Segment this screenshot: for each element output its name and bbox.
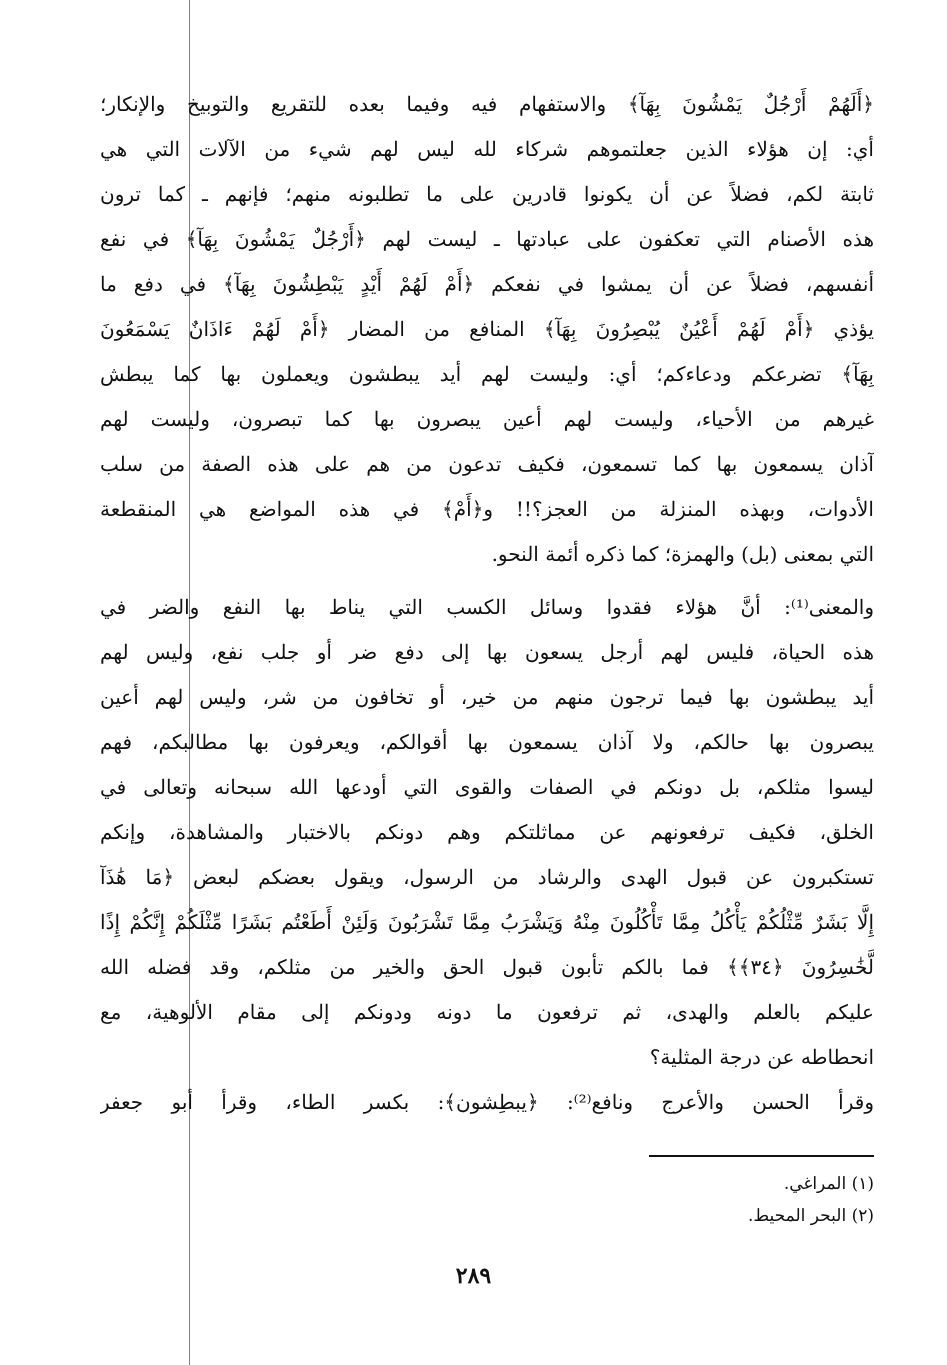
paragraph-2 bbox=[100, 585, 874, 1080]
footnote-separator bbox=[649, 1155, 874, 1157]
text-line: أي: إن هؤلاء الذين جعلتموهم شركاء لله ليس لهم شيء من الآلات التي هي bbox=[100, 137, 874, 161]
text-line: ليسوا مثلكم، بل دونكم في الصفات والقوى التي أودعها الله سبحانه وتعالى في bbox=[100, 775, 874, 799]
text-line: يبصرون بها حالكم، ولا آذان يسمعون بها أقوالكم، ويعرفون بها مطالبكم، فهم bbox=[100, 730, 874, 754]
text-line: غيرهم من الأحياء، وليست لهم أعين يبصرون بها كما تبصرون، وليست لهم bbox=[100, 407, 874, 431]
text-line: آذان يسمعون بها كما تسمعون، فكيف تدعون من هم على هذه الصفة من سلب bbox=[100, 452, 874, 476]
text-line: تستكبرون عن قبول الهدى والرشاد من الرسول، ويقول بعضكم لبعض ﴿مَا هَٰذَآ bbox=[100, 865, 874, 889]
text-line: ثابتة لكم، فضلاً عن أن يكونوا قادرين على ما تطلبونه منهم؛ فإنهم ـ كما ترون bbox=[100, 182, 874, 206]
paragraph-3 bbox=[100, 1080, 874, 1125]
footnote-item: (٢) البحر المحيط. bbox=[748, 1206, 874, 1226]
text-line: وقرأ الحسن والأعرج ونافع⁽²⁾: ﴿يبطِشون﴾: بكسر الطاء، وقرأ أبو جعفر bbox=[100, 1090, 874, 1114]
text-line: بِهَآ﴾ تضرعكم ودعاءكم؛ أي: وليست لهم أيد يبطشون ويعملون بها كما يبطش bbox=[100, 362, 874, 386]
page-number: ٢٨٩ bbox=[455, 1263, 492, 1289]
text-line: هذه الحياة، فليس لهم أرجل يسعون بها إلى دفع ضر أو جلب نفع، وليس لهم bbox=[100, 640, 874, 664]
text-line: الأدوات، وبهذه المنزلة من العجز؟!! و﴿أَمْ﴾ في هذه المواضع هي المنقطعة bbox=[100, 497, 874, 521]
text-line: يؤذي ﴿أَمْ لَهُمْ أَعْيُنٌ يُبْصِرُونَ بِهَآ﴾ المنافع من المضار ﴿أَمْ لَهُمْ ءَاذَانٌ يَسْمَعُونَ bbox=[100, 317, 874, 341]
text-line: لَّخَٰسِرُونَ ﴿٣٤﴾﴾ فما بالكم تأبون قبول الحق والخير من مثلكم، وقد فضله الله bbox=[100, 955, 874, 979]
footnotes bbox=[748, 1168, 874, 1232]
text-line: الخلق، فكيف ترفعونهم عن مماثلتكم وهم دونكم بالاختبار والمشاهدة، وإنكم bbox=[100, 820, 874, 844]
text-line: إِلَّا بَشَرٌ مِّثْلُكُمْ يَأْكُلُ مِمَّا تَأْكُلُونَ مِنْهُ وَيَشْرَبُ مِمَّا تَشْرَبُونَ وَلَئِنْ أَطَعْتُم بَشَرًا مِّثْلَكُمْ إِنَّكُمْ إِذًا bbox=[100, 910, 874, 934]
text-line: التي بمعنى (بل) والهمزة؛ كما ذكره أئمة النحو. bbox=[491, 542, 874, 566]
text-line: عليكم بالعلم والهدى، ثم ترفعون ما دونه ودونكم إلى مقام الألوهية، مع bbox=[100, 1000, 874, 1024]
text-line: هذه الأصنام التي تعكفون على عبادتها ـ ليست لهم ﴿أَرْجُلٌ يَمْشُونَ بِهَآ﴾ في نفع bbox=[100, 227, 874, 251]
text-line: انحطاطه عن درجة المثلية؟ bbox=[649, 1045, 874, 1069]
text-line: أيد يبطشون بها فيما ترجون منهم من خير، أو تخافون من شر، وليس لهم أعين bbox=[100, 685, 874, 709]
text-line: ﴿أَلَهُمْ أَرْجُلٌ يَمْشُونَ بِهَآ﴾ والاستفهام فيه وفيما بعده للتقريع والتوبيخ والإنكار؛ bbox=[100, 92, 874, 116]
paragraph-1 bbox=[100, 82, 874, 577]
text-line: والمعنى⁽¹⁾: أنَّ هؤلاء فقدوا وسائل الكسب التي يناط بها النفع والضر في bbox=[100, 595, 874, 619]
text-line: أنفسهم، فضلاً عن أن يمشوا في نفعكم ﴿أَمْ لَهُمْ أَيْدٍ يَبْطِشُونَ بِهَآ﴾ في دفع ما bbox=[100, 272, 874, 296]
footnote-item: (١) المراغي. bbox=[783, 1174, 874, 1194]
